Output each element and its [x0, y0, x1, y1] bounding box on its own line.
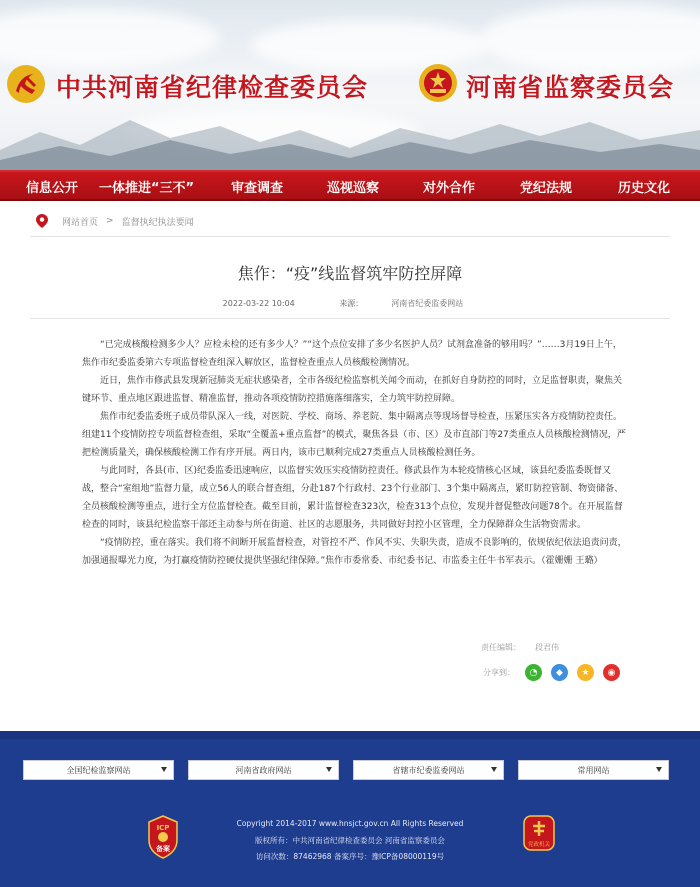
- select-gov-sites-value: 河南省政府网站: [235, 765, 292, 775]
- select-gov-sites[interactable]: [188, 760, 339, 780]
- nav-item-investigation[interactable]: 审查调查: [231, 181, 284, 196]
- party-gov-badge-text: 党政机关: [527, 842, 551, 848]
- select-national-sites[interactable]: [23, 760, 174, 780]
- weibo-icon[interactable]: ◉: [603, 664, 620, 681]
- chevron-down-icon: [326, 767, 332, 772]
- chevron-down-icon: [656, 767, 662, 772]
- wechat-icon[interactable]: ◔: [525, 664, 542, 681]
- article-editor: [481, 642, 559, 653]
- breadcrumb-separator: >: [106, 216, 114, 226]
- nav-item-inspection[interactable]: 巡视巡察: [327, 181, 380, 196]
- nav-item-regulations[interactable]: 党纪法规: [520, 181, 573, 196]
- share-bar: [483, 664, 629, 681]
- article-paragraph: “已完成核酸检测多少人？应检未检的还有多少人？”“这个点位安排了多少名医护人员？试剂盒准备的够用吗？”……3月19日上午，焦作市纪委监委第六专项监督检查组深入解放区，监督检查重点人员核酸检测情况。: [82, 340, 622, 368]
- share-label: 分享到：: [483, 668, 515, 677]
- article-title: 焦作：“疫”线监督筑牢防控屏障: [237, 264, 463, 283]
- qzone-icon[interactable]: ◆: [551, 664, 568, 681]
- nav-item-info-disclosure[interactable]: 信息公开: [26, 181, 79, 196]
- icp-badge-bottom-text: 备案: [156, 845, 170, 853]
- footer-band: [0, 731, 700, 739]
- editor-label: 责任编辑：: [481, 643, 521, 652]
- editor-name: 段君伟: [535, 643, 559, 652]
- select-national-sites-value: 全国纪检监察网站: [66, 765, 131, 775]
- article-source-label: 来源：: [339, 299, 364, 308]
- select-city-sites[interactable]: [353, 760, 504, 780]
- qq-icon[interactable]: ★: [577, 664, 594, 681]
- select-common-sites-value: 常用网站: [577, 765, 610, 775]
- chevron-down-icon: [161, 767, 167, 772]
- header-title-cpc: 中共河南省纪律检查委员会: [56, 73, 369, 102]
- article-paragraph: 与此同时，各县(市、区)纪委监委迅速响应，以监督实效压实疫情防控责任。修武县作为本轮疫情核心区域，该县纪委监委既督又战，整合“室组地”监督力量，成立56人的联合督查组，分赴187个行政村、23个行业部门、3个集中隔离点，紧盯防控管制、物资储备、全员核酸检测等重点，进行全方位监督检查。截至目前，累计监督检查323次，检查313个点位，发现并督促整改问题78个。在开展监督检查的同时，该县纪检监察干部还主动参与所在街道、社区的志愿服务，共同做好封控小区管理，全力保障群众生活物资需求。: [82, 466, 624, 530]
- article-paragraph: 近日，焦作市修武县发现新冠肺炎无症状感染者，全市各级纪检监察机关闻令而动，在抓好自身防控的同时，立足监督职责，聚焦关键环节、重点地区跟进监督、精准监督，推动各项疫情防控措施落细落实，全力筑牢防控屏障。: [82, 376, 623, 404]
- select-common-sites[interactable]: [518, 760, 669, 780]
- party-emblem-icon: [6, 64, 46, 104]
- breadcrumb-home[interactable]: 网站首页: [62, 217, 99, 228]
- party-gov-badge-icon[interactable]: [522, 814, 556, 852]
- icp-badge-top-text: ICP: [156, 824, 170, 832]
- breadcrumb-divider: [30, 236, 670, 237]
- nav-item-history[interactable]: 历史文化: [618, 181, 671, 196]
- footer-copyright: Copyright 2014-2017 www.hnsjct.gov.cn All Rights Reserved: [236, 819, 464, 828]
- chevron-down-icon: [491, 767, 497, 772]
- header-banner: [0, 0, 700, 170]
- article-meta: [0, 298, 700, 309]
- site-footer: [0, 731, 700, 887]
- location-pin-icon: [36, 214, 48, 228]
- main-nav: [0, 170, 700, 201]
- article-source-value: 河南省纪委监委网站: [391, 299, 464, 308]
- article-date: 2022-03-22 10:04: [222, 299, 295, 308]
- header-title-supervision: 河南省监察委员会: [466, 73, 675, 102]
- national-emblem-icon: [418, 62, 458, 104]
- article-paragraph: “疫情防控，重在落实。我们将不间断开展监督检查，对管控不严、作风不实、失职失责，造成不良影响的，依规依纪依法追责问责，加强通报曝光力度，为打赢疫情防控硬仗提供坚强纪律保障。”焦作市委常委、市纪委书记、市监委主任牛书军表示。（霍姗姗 王璐）: [82, 538, 627, 566]
- nav-item-cooperation[interactable]: 对外合作: [423, 181, 476, 196]
- icp-badge-icon[interactable]: [146, 814, 180, 860]
- footer-visits: 访问次数：87462968 备案序号：豫ICP备08000119号: [255, 852, 445, 861]
- nav-item-three-nots[interactable]: 一体推进“三不”: [99, 181, 195, 196]
- breadcrumb-section[interactable]: 监督执纪执法要闻: [121, 217, 194, 228]
- breadcrumb: [36, 213, 194, 229]
- select-city-sites-value: 省辖市纪委监委网站: [392, 765, 465, 775]
- article-source: [325, 299, 477, 308]
- article-body: [82, 336, 628, 570]
- meta-divider: [30, 318, 670, 319]
- article-paragraph: 焦作市纪委监委班子成员带队深入一线，对医院、学校、商场、养老院、集中隔离点等现场督导检查，压紧压实各方疫情防控责任。组建11个疫情防控专项监督检查组，采取“全覆盖+重点监督”的模式，聚焦各县（市、区）及市直部门等27类重点人员核酸检测情况，严把检测质量关，确保核酸检测工作有序开展。两日内，该市已顺利完成27类重点人员核酸检测任务。: [82, 412, 626, 458]
- footer-owner: 版权所有：中共河南省纪律检查委员会 河南省监察委员会: [255, 836, 445, 845]
